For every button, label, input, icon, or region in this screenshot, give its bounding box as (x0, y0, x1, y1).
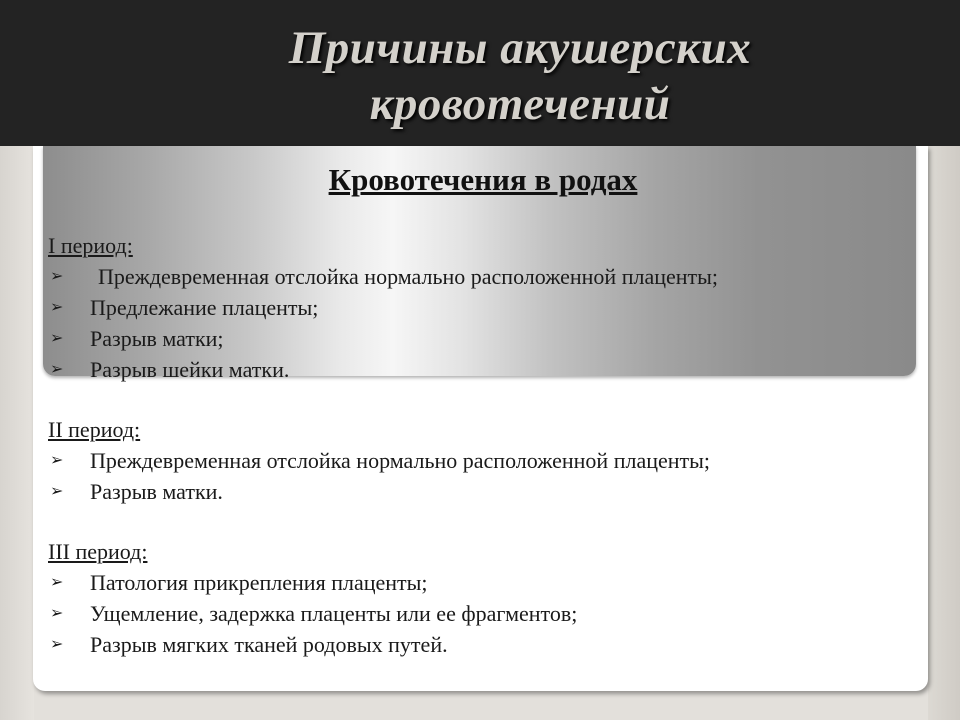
arrowhead-bullet-icon: ➢ (50, 299, 64, 316)
list-item (48, 629, 918, 660)
slide-header (0, 0, 960, 146)
period-2-list (48, 445, 918, 507)
arrowhead-bullet-icon: ➢ (50, 452, 64, 469)
list-item-text: Разрыв шейки матки. (90, 357, 290, 382)
list-item (48, 476, 918, 507)
list-item (48, 354, 918, 385)
list-item-text: Патология прикрепления плаценты; (90, 570, 428, 595)
list-item-text: Разрыв матки; (90, 326, 224, 351)
period-3-list (48, 567, 918, 660)
left-border (0, 146, 34, 720)
list-item-text: Разрыв мягких тканей родовых путей. (90, 632, 448, 657)
list-item (48, 598, 918, 629)
list-item (48, 292, 918, 323)
list-item-text: Преждевременная отслойка нормально расположенной плаценты; (98, 264, 719, 289)
list-item-text: Разрыв матки. (90, 479, 223, 504)
list-item (48, 445, 918, 476)
list-item (48, 323, 918, 354)
arrowhead-bullet-icon: ➢ (50, 605, 64, 622)
list-item-text: Предлежание плаценты; (90, 295, 319, 320)
arrowhead-bullet-icon: ➢ (50, 268, 64, 285)
section-subtitle: Кровотечения в родах (328, 162, 638, 197)
arrowhead-bullet-icon: ➢ (50, 330, 64, 347)
arrowhead-bullet-icon: ➢ (50, 574, 64, 591)
right-border (928, 146, 960, 720)
list-item-text: Преждевременная отслойка нормально расположенной плаценты; (90, 448, 711, 473)
arrowhead-bullet-icon: ➢ (50, 483, 64, 500)
period-3-label: III период: (48, 539, 148, 564)
title-line-2: кровотечений (369, 78, 671, 130)
slide-content (48, 160, 918, 660)
spacer (48, 385, 918, 414)
list-item (48, 567, 918, 598)
period-1-label: I период: (48, 233, 133, 258)
period-1-list (48, 261, 918, 385)
arrowhead-bullet-icon: ➢ (50, 361, 64, 378)
list-item (48, 261, 918, 292)
period-2-label: II период: (48, 417, 141, 442)
spacer (48, 507, 918, 536)
slide-title (230, 20, 810, 132)
title-line-1: Причины акушерских (288, 22, 752, 74)
list-item-text: Ущемление, задержка плаценты или ее фрагментов; (90, 601, 578, 626)
arrowhead-bullet-icon: ➢ (50, 636, 64, 653)
